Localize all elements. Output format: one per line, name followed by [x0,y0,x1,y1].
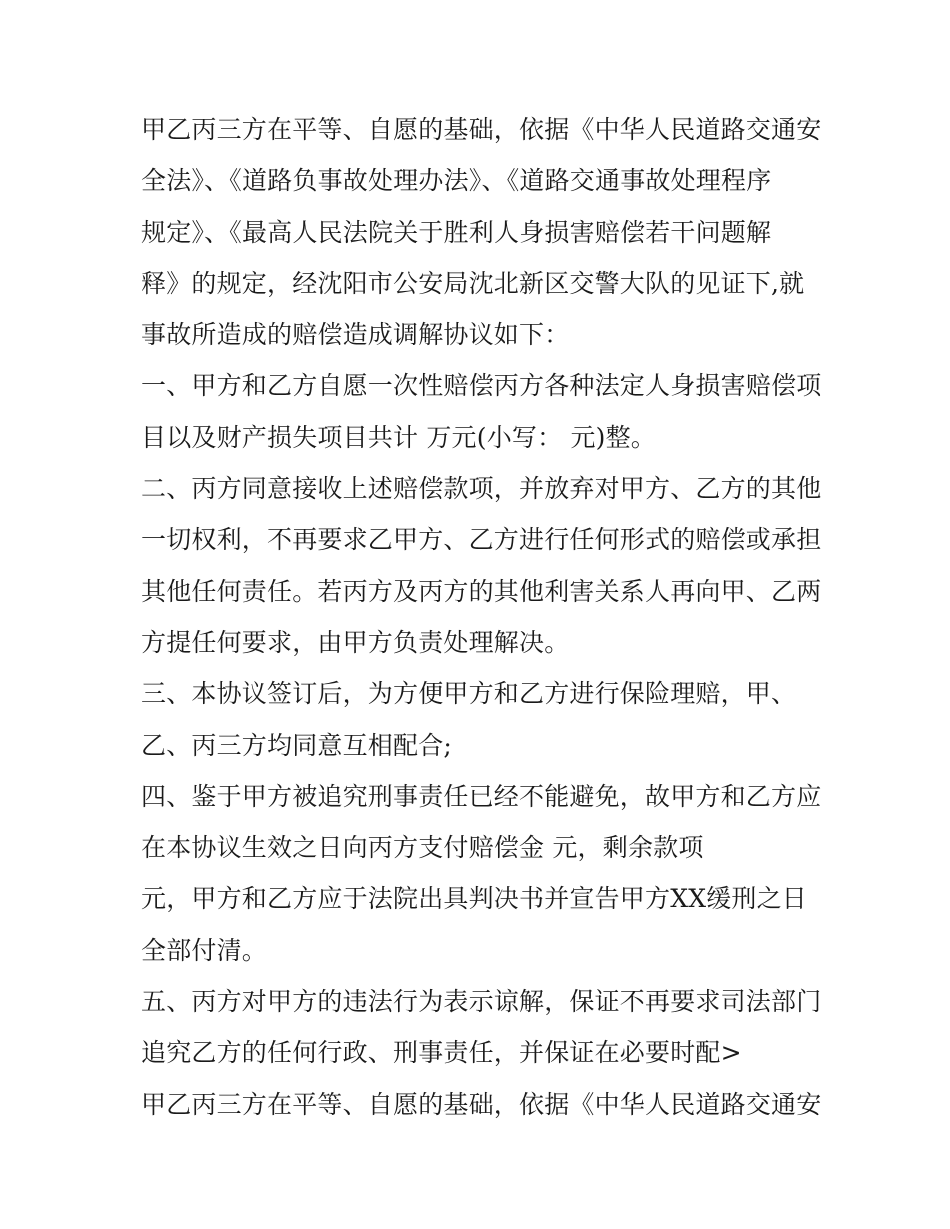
clause-five-line: 五、丙方对甲方的违法行为表示谅解，保证不再要求司法部门 [141,987,822,1017]
clause-one-line: 一、甲方和乙方自愿一次性赔偿丙方各种法定人身损害赔偿项 [141,371,822,401]
text-line: 释》的规定，经沈阳市公安局沈北新区交警大队的见证下,就 [141,268,805,298]
text-line: 乙、丙三方均同意互相配合; [141,730,453,760]
agreement-body [141,104,821,1130]
text-line: 全部付清。 [141,935,268,965]
clause-two-line: 二、丙方同意接收上述赔偿款项，并放弃对甲方、乙方的其他 [141,474,822,504]
text-line: 事故所造成的赔偿造成调解协议如下： [141,320,570,350]
text-line: 追究乙方的任何行政、刑事责任，并保证在必要时配> [141,1038,742,1068]
text-line: 目以及财产损失项目共计 万元(小写： 元)整。 [141,422,657,452]
text-line: 甲乙丙三方在平等、自愿的基础，依据《中华人民道路交通安 [141,1089,822,1119]
text-line: 甲乙丙三方在平等、自愿的基础，依据《中华人民道路交通安 [141,115,822,144]
text-line: 在本协议生效之日向丙方支付赔偿金 元，剩余款项 [141,833,704,863]
text-line: 一切权利，不再要求乙甲方、乙方进行任何形式的赔偿或承担 [141,525,822,555]
clause-four-line: 四、鉴于甲方被追究刑事责任已经不能避免，故甲方和乙方应 [141,781,822,811]
text-line: 元，甲方和乙方应于法院出具判决书并宣告甲方XX缓刑之日 [141,884,807,914]
clause-three-line: 三、本协议签订后，为方便甲方和乙方进行保险理赔，甲、 [141,679,797,709]
text-line: 方提任何要求，由甲方负责处理解决。 [141,627,570,657]
text-line: 全法》、《道路负事故处理办法》、《道路交通事故处理程序 [141,166,772,196]
text-line: 规定》、《最高人民法院关于胜利人身损害赔偿若干问题解 [141,217,772,247]
text-line: 其他任何责任。若丙方及丙方的其他利害关系人再向甲、乙两 [141,576,822,606]
